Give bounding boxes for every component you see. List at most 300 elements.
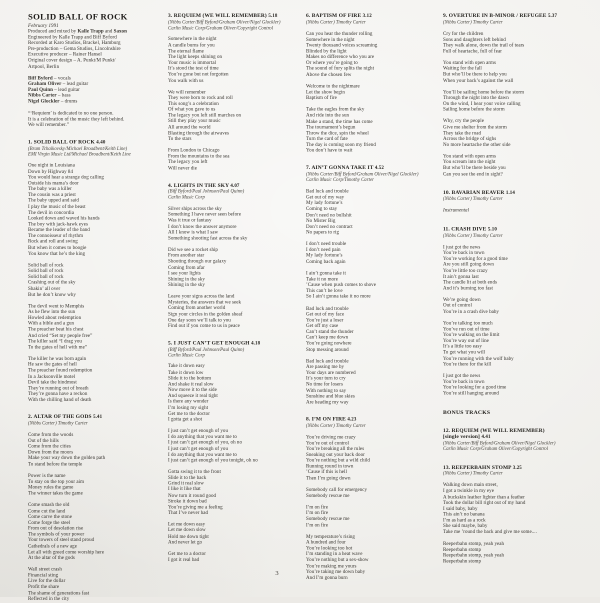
song-credit: (Nibbs Carter/Biff Byford/Graham Oliver/Nigel Glockler) <box>168 20 281 25</box>
text-line: Now move it to the side <box>168 387 217 393</box>
text-line: But he don’t know why <box>28 292 76 298</box>
text-line: All I know is what I saw <box>168 230 219 235</box>
text-line: Your music is immortal <box>168 60 217 66</box>
song-time: 4.40 <box>96 140 106 146</box>
text-line: Now turn it round good <box>168 493 217 499</box>
text-line: Come from the cities <box>28 444 71 450</box>
text-line: Makes no difference who you are <box>306 54 375 60</box>
text-line: I’m on fire <box>306 522 329 528</box>
text-line: All around the world <box>168 125 211 130</box>
text-line: Live for the dollar <box>28 579 66 584</box>
text-line: You’re there for the kill <box>443 362 492 368</box>
text-line: Come smash the old <box>28 502 70 508</box>
text-line: You’re working for a good time <box>443 256 508 262</box>
stanza <box>168 90 309 143</box>
text-line: Reeperbahn stomp, yeah yeah <box>443 541 505 547</box>
text-line: Howled about redemption <box>28 315 82 321</box>
song-time: 1.14 <box>505 190 515 196</box>
stanza <box>306 107 447 154</box>
song-title: 3. REQUIEM (WE WILL REMEMBER) 5.18 <box>168 13 278 19</box>
text-line: Let me down slow <box>168 528 206 534</box>
text-line: You’re looking too hot <box>306 546 353 551</box>
text-line: Mysteries, the answers that we seek <box>168 300 242 306</box>
song-title: 13. REEPERBAHN STOMP 3.25 <box>443 464 522 471</box>
text-line: Did we see a rocket ship <box>168 247 218 253</box>
text-line: Looked down and waved his hands <box>28 216 100 222</box>
text-line: You would hear a strange dog calling <box>28 175 104 181</box>
text-line: I ain’t gonna take it <box>306 271 346 277</box>
text-line: Was it true or fantasy <box>168 218 212 224</box>
stanza <box>443 483 584 536</box>
column-1 <box>28 13 169 603</box>
song-title: 11. CRASH DIVE 5.10 <box>443 226 497 233</box>
text-line: She said maybe, baby <box>443 524 488 530</box>
text-line: Get off my case <box>306 323 339 329</box>
stanza <box>168 148 309 171</box>
song-block <box>443 465 584 478</box>
text-segment: Graham Oliver <box>28 81 62 87</box>
column-2 <box>168 13 309 563</box>
text-line: That I’ve never had <box>168 510 209 516</box>
text-line: Across the bridge of sighs <box>443 136 497 142</box>
text-line: Blinded by the light <box>306 49 347 54</box>
text-line: A hundred and four <box>306 540 346 546</box>
text-line: I just can’t get enough of you, oh no <box>168 440 243 446</box>
text-line: Engineered by Kalle Trapp and Biff Byford <box>28 34 117 40</box>
text-line: The legacy you left <box>168 160 208 166</box>
dedication <box>28 111 169 129</box>
text-line: Solid ball of rock <box>28 263 64 268</box>
text-line: And ride into the sun <box>306 113 350 119</box>
text-line: To stand before the temple <box>28 462 83 467</box>
text-line: Sign your circles in the golden sheaf <box>168 311 243 317</box>
text-line: My temperature’s rising <box>306 534 355 540</box>
text-line: Grind it real slow <box>168 481 204 487</box>
song-title: 5. I JUST CAN’T GET ENOUGH 4.18 <box>168 340 261 346</box>
song-title: 6. BAPTISM OF FIRE 3.12 <box>306 13 372 19</box>
text-line: Slide it to the back <box>168 475 207 481</box>
text-segment: – lead guitar <box>61 81 89 87</box>
stanza <box>168 470 309 517</box>
song-credit: Carlin Music Corp <box>168 352 205 358</box>
text-line: No time for losers <box>306 382 343 388</box>
text-line: So I ain’t gonna take it no more <box>306 294 371 300</box>
text-line: I just got the news <box>443 373 481 379</box>
text-segment: – vocals <box>52 75 71 81</box>
text-line: Hold me down tight <box>168 534 209 540</box>
text-line: Somewhere in the night <box>168 37 217 43</box>
stanza <box>28 304 169 351</box>
text-line: No more heartache the other side <box>443 142 511 148</box>
text-line: Stroke it down bad <box>168 499 207 504</box>
stanza <box>306 189 447 236</box>
text-line: It’s stood the test of time <box>168 66 219 72</box>
text-line: You’re walking on the limit <box>443 332 500 338</box>
text-line: You’re breaking all the rules <box>306 446 365 452</box>
text-line: Welcome to the nightmare <box>306 84 360 90</box>
text-line: Let all with greed come worship here <box>28 549 105 555</box>
text-line: We will remember.” <box>28 122 69 128</box>
text-line: Slide it to the bottom <box>168 376 212 382</box>
text-line: With nothing to say <box>306 388 347 394</box>
text-line: A buckskin leather lighter than a feather <box>443 494 525 500</box>
text-line: Blasting through the airwaves <box>168 130 230 136</box>
text-segment: Biff Byford <box>28 75 53 81</box>
text-segment: and <box>103 29 114 35</box>
text-line: Somebody rescue me <box>306 516 350 522</box>
text-line: Come cut the land <box>28 508 66 514</box>
text-line: You’re talking too much <box>443 321 493 326</box>
text-line: Out of control <box>443 303 472 309</box>
text-line: It’s a little too easy <box>443 344 482 350</box>
song-credit: (Nibbs Carter) Timothy Carter <box>443 20 503 25</box>
text-line: One night in Louisiana <box>28 163 75 169</box>
text-segment: – lead guitar <box>52 87 80 93</box>
song-credit: Carlin Music Corp/Graham Oliver/Copyright Control <box>168 25 274 31</box>
text-line: I don’t need pain <box>306 247 341 253</box>
text-line: Reeperbahn stomp <box>443 559 481 565</box>
stanza <box>168 294 309 329</box>
text-line: The killer said “I drag you <box>28 339 82 345</box>
text-line: The killer he was born again <box>28 356 87 362</box>
stanza <box>443 542 584 565</box>
stanza <box>28 474 169 497</box>
song-time: 4.23 <box>347 417 357 423</box>
text-line: You’re looking for a good time <box>443 385 507 391</box>
text-line: I just can’t get enough of you tonight, oh no <box>168 458 258 464</box>
text-line: Somewhere in the night <box>306 37 355 43</box>
text-line: And I’m gonna burn <box>306 575 348 581</box>
text-line: Shooting through our galaxy <box>168 259 227 265</box>
text-line: Take it down easy <box>168 364 205 370</box>
text-line: Don’t need no bullshit <box>306 212 352 218</box>
text-line: My lady fortune’s <box>306 200 343 206</box>
text-line: On the wind, I hear your voice calling <box>443 101 521 107</box>
text-line: Cathedrals of a new age <box>28 543 77 549</box>
song-title: 8. I’M ON FIRE 4.23 <box>306 416 357 423</box>
text-line: I’m on fire <box>306 505 329 510</box>
text-line: Baptism of fire <box>306 95 337 101</box>
text-line: Recorded at Karo Studios, Brackel, Hamburg <box>28 40 121 46</box>
text-line: Outside his mama’s door <box>28 180 79 186</box>
text-line: It’s your turn to cry <box>306 376 346 382</box>
text-segment: Nigel Glockler <box>28 99 60 105</box>
song-time: 3.12 <box>362 13 372 19</box>
text-line: The tournament’s begun <box>306 125 356 131</box>
text-line: This song’s a celebration <box>168 101 219 107</box>
text-line: Or where you’re going to <box>306 60 358 66</box>
text-line: To the stars <box>168 136 192 142</box>
text-line: The cousin was a priest <box>28 192 76 198</box>
text-line: Are passing me by <box>306 364 345 370</box>
text-line: I’m losing my sight <box>168 405 209 411</box>
text-line: I just can’t get enough of you <box>168 446 228 452</box>
text-line: The preacher beat his chest <box>28 327 84 333</box>
text-line: In a Jacksonville motel <box>28 374 76 380</box>
text-line: From the mountains to the sea <box>168 154 230 160</box>
text-line: Are you still going down <box>443 262 494 268</box>
text-line: The boy with jack-hawk eyes <box>28 222 88 227</box>
stanza <box>443 298 584 316</box>
text-line: The devil went to Memphis <box>28 303 85 309</box>
text-line: And cried “Set my people free” <box>28 333 93 339</box>
text-line: ’Cause if this is hell <box>306 470 347 476</box>
song-time: 5.37 <box>547 13 558 19</box>
text-line: I play the music of the beast <box>28 204 86 210</box>
stanza <box>306 488 447 500</box>
song-title-line2: [single version] 4.41 <box>443 433 491 440</box>
album-title: SOLID BALL OF ROCK <box>28 13 128 23</box>
text-line: I’m standing in a heat wave <box>306 551 363 557</box>
song-block <box>443 227 584 240</box>
song-block <box>168 13 309 31</box>
production-credits <box>28 23 169 70</box>
song-block <box>28 139 169 157</box>
song-time: 3.25 <box>512 465 522 471</box>
stanza <box>443 119 584 148</box>
text-line: Throw the dice, spin the wheel <box>306 130 369 136</box>
text-line: Silver ships across the sky <box>168 206 222 212</box>
text-line: Out of the hills <box>28 438 59 444</box>
text-line: Let the show begin <box>306 90 345 95</box>
text-line: Something shooting fast across the sky <box>168 235 248 241</box>
text-line: Somebody call for emergency <box>306 487 368 493</box>
text-line: You’re little too crazy <box>443 268 488 274</box>
text-line: Cry for the children <box>443 31 484 37</box>
text-line: The shame of generations fast <box>28 590 90 596</box>
song-block <box>306 13 447 26</box>
text-line: You’re going nowhere <box>306 341 352 347</box>
text-line: Then I’m going down <box>306 475 351 481</box>
text-segment: Paul Quinn <box>28 87 53 93</box>
band-members <box>28 76 169 105</box>
text-segment: Kalle Trapp <box>77 29 104 35</box>
bonus-tracks-heading: BONUS TRACKS <box>443 409 491 416</box>
text-line: Solid ball of rock <box>28 274 64 280</box>
text-line: This can’t be love <box>306 288 343 294</box>
text-segment: – drums <box>59 99 78 105</box>
song-block <box>443 190 584 203</box>
stanza <box>306 505 447 528</box>
text-line: Get out of my way <box>306 195 345 200</box>
text-line: And shake it real slow <box>168 381 214 387</box>
text-line: Above the chosen few <box>306 72 352 78</box>
text-line: Bad luck and trouble <box>306 306 349 312</box>
text-line: You’re giving me a feeling <box>168 504 223 510</box>
stanza <box>168 364 309 423</box>
text-line: Stop messing around <box>306 347 349 353</box>
text-line: Can you hear the thunder rolling <box>306 31 373 37</box>
text-line: You scream into the night <box>443 160 496 165</box>
text-line: Walking down main street, <box>443 483 498 488</box>
text-line: And never let go <box>168 540 203 545</box>
text-line: Artpool, Berlin <box>28 64 60 70</box>
text-line: The devil in concordia <box>28 210 74 216</box>
text-line: Will never die <box>168 165 197 171</box>
text-line: Take it no more <box>306 276 339 282</box>
text-line: They take the road <box>443 130 482 136</box>
text-line: Pre-production – Gema Studios, Lincolnshire <box>28 46 121 52</box>
text-line: Coming from another world <box>168 306 226 312</box>
song-credit: (Biff Byford/Paul Johnson/Paul Quinn) <box>168 347 245 353</box>
text-line: Why, cry the people <box>443 119 484 125</box>
text-line: And squeeze it real tight <box>168 393 218 399</box>
text-line: You’re way out of line <box>443 338 489 344</box>
song-title: 2. ALTAR OF THE GODS 5.41 <box>28 414 103 421</box>
text-line: At the altar of the gods <box>28 555 75 561</box>
text-line: They’re gonna have a reckon <box>28 391 88 397</box>
text-segment: Nibbs Carter <box>28 93 57 99</box>
text-line: Take it down low <box>168 370 204 376</box>
stanza <box>443 31 584 54</box>
song-block <box>443 428 584 453</box>
text-line: But who’ll be there to help you <box>443 72 507 78</box>
text-line: Coming from afar <box>168 265 205 271</box>
text-line: You know that he’s the king <box>28 251 86 257</box>
text-line: You’re back in town <box>443 379 485 385</box>
stanza <box>168 37 309 84</box>
text-line: The legacy you left still marches on <box>168 113 242 119</box>
text-line: From London to Chicago <box>168 148 220 154</box>
stanza <box>168 248 309 289</box>
song-credit: (Nibbs Carter) Timothy Carter <box>443 196 503 202</box>
song-block <box>306 165 447 183</box>
stanza <box>306 242 447 265</box>
text-line: Your days are numbered <box>306 370 356 376</box>
stanza <box>306 31 447 78</box>
text-line: Coming to stay <box>306 206 338 212</box>
stanza <box>443 154 584 177</box>
text-segment: February 1991 <box>28 23 59 29</box>
text-line: Come carve the stone <box>28 514 72 520</box>
text-line: You stand with open arms <box>443 154 496 160</box>
text-line: Running round in town <box>306 464 354 470</box>
text-line: Somebody rescue me <box>306 493 350 499</box>
text-line: To the gates of hell with me” <box>28 345 88 350</box>
text-line: Power is the name <box>28 473 66 479</box>
text-line: Sailing home before the storm <box>443 107 505 113</box>
stanza <box>443 61 584 84</box>
text-line: Get me to the doctor <box>168 411 210 417</box>
text-segment: Produced and mixed by <box>28 29 78 35</box>
song-time: 5.18 <box>268 13 278 19</box>
text-line: Became the leader of the band <box>28 227 90 233</box>
stanza <box>306 271 447 300</box>
text-line: You’re gone but not forgotten <box>168 72 229 78</box>
text-line: The baby upped and said <box>28 198 79 204</box>
text-line: You’re driving me crazy <box>306 434 356 440</box>
text-line: Don’t need no contract <box>306 224 353 230</box>
song-credit: Carlin Music Corp <box>168 195 205 201</box>
text-line: From another star <box>168 253 205 259</box>
text-line: Can’t keep me down <box>306 335 349 341</box>
text-line: Are heading my way <box>306 399 349 405</box>
text-line: They’re running out of breath <box>28 385 89 391</box>
song-block <box>306 416 447 429</box>
text-line: I said baby, baby <box>443 506 478 512</box>
text-line: Financial sting <box>28 573 59 579</box>
text-line: This ain’t no banana <box>443 512 485 518</box>
text-line: The connoisseur of rhythm <box>28 233 84 239</box>
text-line: Something I have never seen before <box>168 212 242 218</box>
text-line: You’re nothing but a wild child <box>306 458 370 464</box>
text-line: Reflected in the city <box>28 596 70 602</box>
text-line: You’re just a loser <box>306 317 344 323</box>
text-line: The winner takes the game <box>28 491 83 497</box>
text-line: We will remember <box>168 89 206 95</box>
text-line: You’re making me yours <box>306 563 357 569</box>
text-line: Find out if you come to us in peace <box>168 323 240 329</box>
text-line: With a bible and a gun <box>28 321 75 327</box>
text-line: Leave your signs across the land <box>168 294 235 300</box>
text-line: I’m as hard as a rock <box>443 518 486 524</box>
text-line: But who’ll be there beside you <box>443 165 506 171</box>
text-line: Twenty thousand voices screaming <box>306 43 378 49</box>
stanza <box>443 90 584 113</box>
text-line: We’re going down <box>443 297 481 303</box>
song-title: 12. REQUIEM (WE WILL REMEMBER) <box>443 427 545 434</box>
column-3 <box>306 13 447 581</box>
stanza <box>28 263 169 298</box>
text-line: When your back’s against the wall <box>443 78 514 84</box>
text-line: You’re nothing but a sex-show <box>306 557 369 563</box>
text-line: You’re out of control <box>306 440 349 446</box>
text-line: Turn the card of fate <box>306 136 348 142</box>
stanza <box>28 567 169 602</box>
text-line: I just can’t get enough of you <box>168 428 228 434</box>
text-line: The candle lit at both ends <box>443 280 497 286</box>
text-line: You walk with us <box>168 78 204 84</box>
song-time: 4.41 <box>481 434 491 440</box>
text-line: Sunshine and blue skies <box>306 394 355 399</box>
stanza <box>306 306 447 353</box>
text-line: You’ll be sailing home before the storm <box>443 89 525 95</box>
text-line: I gotta get a shot <box>168 417 203 423</box>
text-line: Devil take the hindmost <box>28 380 77 386</box>
text-line: I got it real bad <box>168 557 200 563</box>
stanza <box>28 357 169 404</box>
song-time: 4.52 <box>374 165 384 171</box>
text-line: Gotta swing it to the front <box>168 469 221 475</box>
text-line: The eternal flame <box>168 48 204 54</box>
text-line: Can’t stand the thunder <box>306 329 354 335</box>
stanza <box>306 359 447 406</box>
text-line: Reeperbahn stomp, yeah yeah <box>443 553 505 559</box>
text-line: From out of desolation rise <box>28 526 84 532</box>
text-line: You’re back in town <box>443 250 485 256</box>
text-line: They walk alone, down the trail of tears <box>443 43 525 49</box>
text-line: Money rules the game <box>28 485 74 491</box>
text-line: I like it like that <box>168 487 201 493</box>
stanza <box>306 84 447 102</box>
text-line: And it’s burning too fast <box>443 286 493 292</box>
text-line: I don’t need trouble <box>306 241 347 247</box>
text-line: You’re running with the wolf baby <box>443 356 514 362</box>
text-line: Give me shelter from the storm <box>443 124 507 130</box>
text-line: No papers to rig <box>306 230 339 236</box>
song-credit: (Bram Tchaikovsky/Michael Broadbent/Keith Line) <box>28 146 128 152</box>
song-time: 5.10 <box>487 227 497 233</box>
text-line: I just got the news <box>443 245 481 250</box>
text-line: Make your way down the golden path <box>28 456 106 462</box>
text-line: Took the dollar bill right out of my hand <box>443 500 526 506</box>
text-line: But when it comes to boogie <box>28 245 87 251</box>
text-line: Can you see the end in sight? <box>443 171 503 177</box>
text-line: Profit the share <box>28 584 60 590</box>
text-line: You don’t have to wait <box>306 148 353 154</box>
song-block <box>443 13 584 26</box>
text-line: The baby was a killer <box>28 186 72 192</box>
